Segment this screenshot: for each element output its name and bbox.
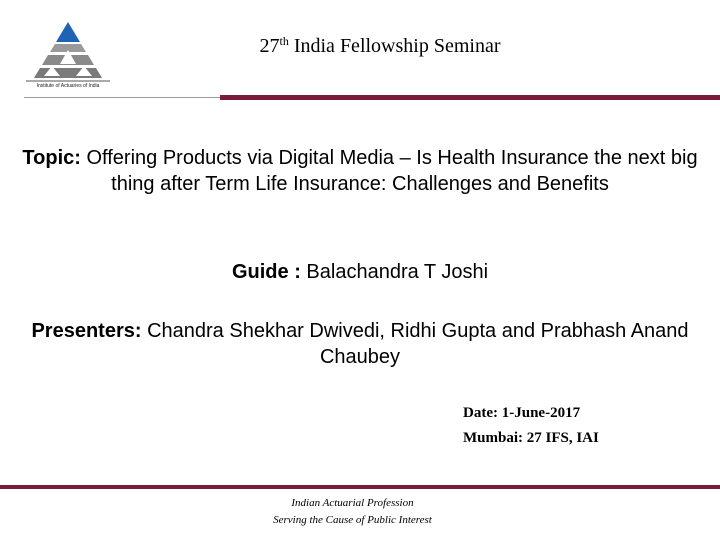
logo-triangle-icon — [26, 20, 110, 82]
footer-rule — [0, 485, 720, 489]
topic-label: Topic: — [22, 147, 81, 169]
guide-block — [20, 259, 700, 285]
date-text: Date: 1-June-2017 — [463, 405, 581, 421]
guide-name: Balachandra T Joshi — [306, 261, 489, 283]
location-text: Mumbai: 27 IFS, IAI — [463, 430, 599, 446]
header-thin-rule — [24, 97, 220, 98]
logo-caption: Institute of Actuaries of India — [36, 83, 100, 89]
presenters-block — [20, 318, 700, 370]
footer — [240, 495, 465, 529]
topic-text: Offering Products via Digital Media – Is Health Insurance the next big thing after Term Life Insurance: Challenges and Benefits — [86, 147, 698, 195]
footer-line-1: Indian Actuarial Profession — [291, 497, 414, 509]
date-location-block — [463, 401, 599, 451]
header-rule — [220, 95, 720, 100]
seminar-number: 27 — [259, 35, 280, 57]
seminar-name: India Fellowship Seminar — [293, 35, 501, 57]
topic-block — [20, 145, 700, 197]
presenters-label: Presenters: — [31, 320, 142, 342]
institute-logo — [26, 20, 110, 92]
presenters-names: Chandra Shekhar Dwivedi, Ridhi Gupta and Prabhash Anand Chaubey — [147, 320, 689, 368]
guide-label: Guide : — [231, 261, 301, 283]
seminar-title — [180, 35, 580, 58]
seminar-suffix: th — [279, 34, 289, 48]
footer-line-2: Serving the Cause of Public Interest — [273, 514, 432, 526]
